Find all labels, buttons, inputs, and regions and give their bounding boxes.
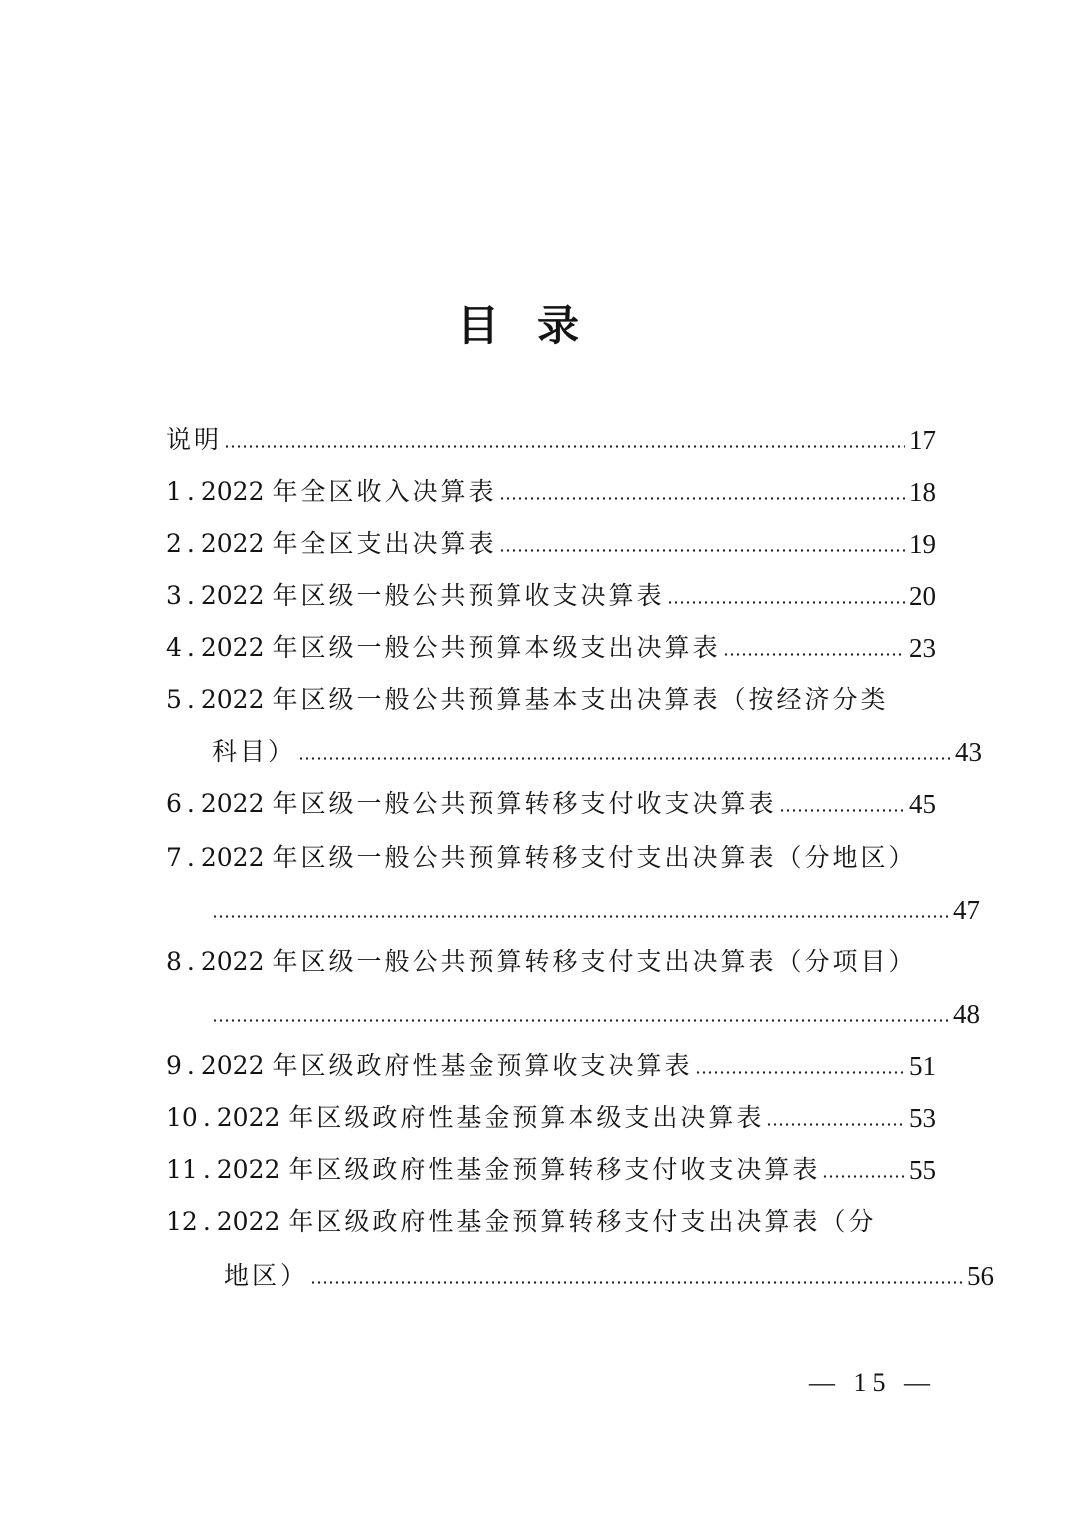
toc-entry-year: 2022: [200, 633, 265, 662]
toc-entry-number: 4: [166, 633, 182, 662]
dot-leader: [499, 549, 906, 552]
dot-leader: [822, 1175, 905, 1178]
toc-entry-year: 2022: [200, 685, 265, 714]
dot-leader: [766, 1123, 905, 1126]
toc-number-dot: .: [186, 843, 195, 872]
toc-entry-title: 年区级政府性基金预算转移支付收支决算表: [288, 1155, 821, 1184]
toc-entry-5-continuation[interactable]: [166, 728, 982, 768]
toc-entry-number: 5: [166, 685, 182, 714]
dot-leader: [310, 1281, 963, 1284]
toc-page-number: 55: [909, 1155, 936, 1185]
toc-number-dot: .: [186, 581, 195, 610]
toc-entry-title: 年全区收入决算表: [272, 477, 497, 506]
toc-entry-number: 11: [166, 1155, 198, 1184]
toc-page-number: 20: [909, 581, 936, 611]
toc-entry-title-continuation: 地区）: [224, 1261, 309, 1290]
toc-entry-year: 2022: [200, 529, 265, 558]
toc-entry-12-continuation[interactable]: [166, 1252, 994, 1292]
toc-page-number: 53: [909, 1103, 936, 1133]
toc-entry-number: 6: [166, 789, 182, 818]
toc-entry-4[interactable]: [166, 624, 936, 664]
title-char: 目: [456, 301, 537, 350]
toc-entry-year: 2022: [200, 789, 265, 818]
dot-leader: [298, 757, 951, 760]
toc-entry-3[interactable]: [166, 572, 936, 612]
toc-number-dot: .: [186, 1051, 195, 1080]
toc-entry-title: 年区级一般公共预算转移支付支出决算表（分地区）: [272, 843, 917, 872]
dot-leader: [212, 915, 949, 918]
dot-leader: [779, 809, 906, 812]
dot-leader: [224, 445, 905, 448]
toc-entry-7[interactable]: [166, 834, 936, 874]
toc-number-dot: .: [202, 1103, 211, 1132]
toc-entry-intro[interactable]: [166, 416, 936, 456]
toc-number-dot: .: [202, 1155, 211, 1184]
toc-page-number: 45: [909, 789, 936, 819]
toc-entry-number: 8: [166, 947, 182, 976]
toc-number-dot: .: [186, 633, 195, 662]
toc-page-number: 48: [953, 999, 980, 1029]
toc-entry-year: 2022: [200, 1051, 265, 1080]
toc-entry-year: 2022: [216, 1155, 281, 1184]
dot-leader: [695, 1071, 906, 1074]
toc-page-number: 47: [953, 895, 980, 925]
toc-entry-number: 2: [166, 529, 182, 558]
toc-page-number: 17: [909, 425, 936, 455]
toc-entry-title: 年区级政府性基金预算收支决算表: [272, 1051, 693, 1080]
toc-entry-8-continuation[interactable]: [166, 990, 980, 1030]
toc-page-number: 23: [909, 633, 936, 663]
toc-entry-1[interactable]: [166, 468, 936, 508]
toc-entry-7-continuation[interactable]: [166, 886, 980, 926]
toc-entry-title: 年区级一般公共预算转移支付收支决算表: [272, 789, 777, 818]
toc-entry-number: 1: [166, 477, 182, 506]
toc-entry-title: 年全区支出决算表: [272, 529, 497, 558]
toc-entry-year: 2022: [216, 1103, 281, 1132]
toc-entry-2[interactable]: [166, 520, 936, 560]
toc-entry-year: 2022: [200, 477, 265, 506]
toc-entry-title: 年区级一般公共预算转移支付支出决算表（分项目）: [272, 947, 917, 976]
toc-entry-title: 年区级政府性基金预算转移支付支出决算表（分: [288, 1207, 877, 1236]
toc-entry-number: 9: [166, 1051, 182, 1080]
dot-leader: [723, 653, 906, 656]
toc-entry-title-continuation: 科目）: [212, 737, 297, 766]
toc-entry-10[interactable]: [166, 1094, 936, 1134]
page-number-footer: — 15 —: [809, 1368, 936, 1397]
page-title: [0, 296, 1074, 356]
toc-number-dot: .: [186, 947, 195, 976]
toc-page-number: 51: [909, 1051, 936, 1081]
toc-entry-year: 2022: [200, 843, 265, 872]
toc-page-number: 43: [955, 737, 982, 767]
toc-entry-12[interactable]: [166, 1198, 936, 1238]
toc-number-dot: .: [202, 1207, 211, 1236]
toc-number-dot: .: [186, 685, 195, 714]
toc-entry-number: 12: [166, 1207, 198, 1236]
toc-page-number: 56: [967, 1261, 994, 1291]
toc-entry-8[interactable]: [166, 938, 936, 978]
title-char: 录: [537, 301, 618, 350]
toc-entry-11[interactable]: [166, 1146, 936, 1186]
dot-leader: [667, 601, 906, 604]
toc-entry-5[interactable]: [166, 676, 936, 716]
toc-entry-title: 年区级一般公共预算基本支出决算表（按经济分类: [272, 685, 889, 714]
toc-entry-9[interactable]: [166, 1042, 936, 1082]
toc-entry-title: 年区级一般公共预算收支决算表: [272, 581, 665, 610]
toc-number-dot: .: [186, 789, 195, 818]
toc-entry-title: 说明: [166, 425, 223, 454]
toc-entry-number: 3: [166, 581, 182, 610]
toc-entry-number: 10: [166, 1103, 198, 1132]
toc-entry-title: 年区级一般公共预算本级支出决算表: [272, 633, 721, 662]
toc-entry-number: 7: [166, 843, 182, 872]
toc-entry-title: 年区级政府性基金预算本级支出决算表: [288, 1103, 765, 1132]
toc-entry-year: 2022: [200, 947, 265, 976]
toc-entry-year: 2022: [216, 1207, 281, 1236]
toc-page-number: 19: [909, 529, 936, 559]
toc-entry-year: 2022: [200, 581, 265, 610]
toc-entry-6[interactable]: [166, 780, 936, 820]
toc-page-number: 18: [909, 477, 936, 507]
dot-leader: [212, 1019, 949, 1022]
dot-leader: [499, 497, 906, 500]
toc-number-dot: .: [186, 477, 195, 506]
toc-number-dot: .: [186, 529, 195, 558]
